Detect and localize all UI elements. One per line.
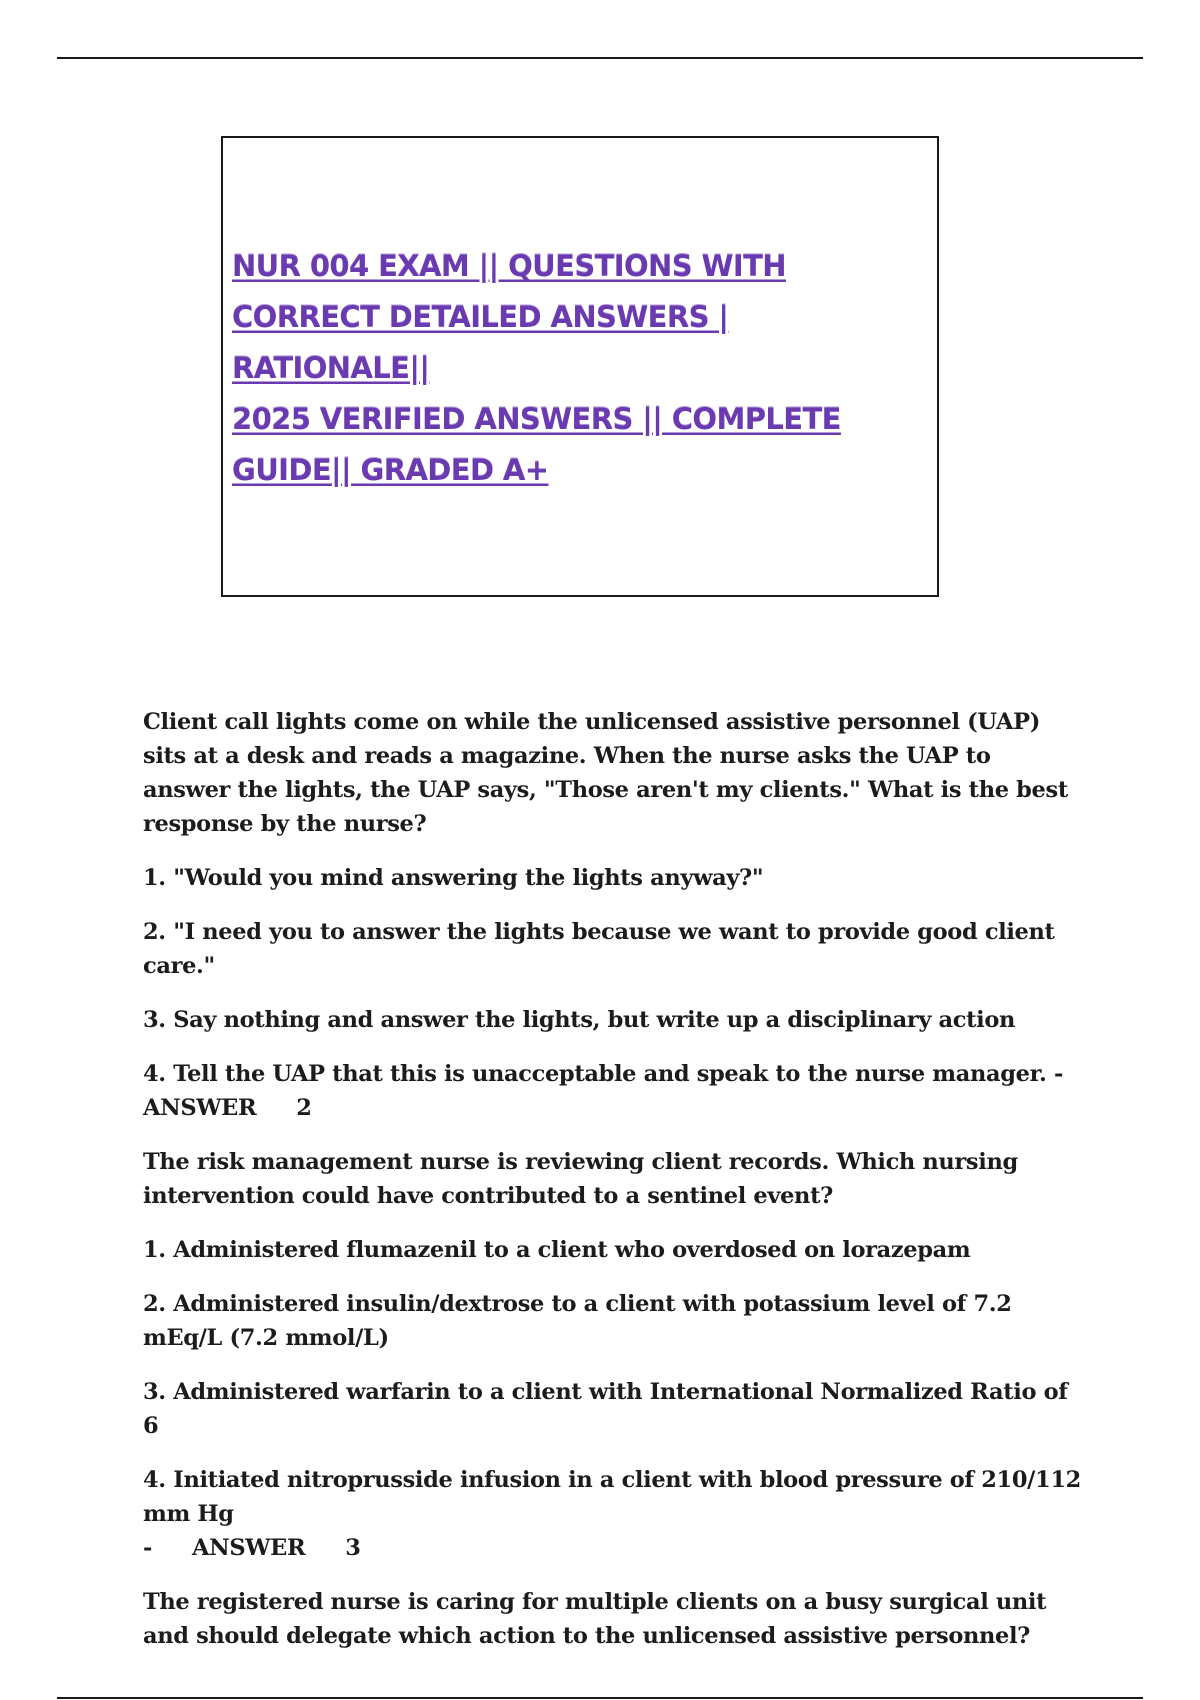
question-option: 2. Administered insulin/dextrose to a client with potassium level of 7.2 mEq/L (7.2 mmol/L) <box>143 1291 1012 1351</box>
answer-label: ANSWER <box>143 1095 257 1121</box>
question-option: 2. "I need you to answer the lights because we want to provide good client care." <box>143 919 1055 979</box>
question-stem: The registered nurse is caring for multiple clients on a busy surgical unit and should delegate which action to the unlicensed assistive personnel? <box>143 1589 1047 1649</box>
document-body <box>143 705 1083 1673</box>
question-option: 1. "Would you mind answering the lights anyway?" <box>143 865 764 891</box>
answer-value: 3 <box>345 1535 361 1561</box>
question-stem: The risk management nurse is reviewing client records. Which nursing intervention could have contributed to a sentinel event? <box>143 1149 1018 1209</box>
question-option: 3. Say nothing and answer the lights, but write up a disciplinary action <box>143 1007 1016 1033</box>
question-option-with-answer <box>143 1463 1083 1565</box>
answer-label: ANSWER <box>192 1535 306 1561</box>
answer-value: 2 <box>296 1095 312 1121</box>
question-option-with-answer <box>143 1057 1083 1125</box>
question-stem: Client call lights come on while the unlicensed assistive personnel (UAP) sits at a desk and reads a magazine. When the nurse asks the UAP to answer the lights, the UAP says, "Those aren't my clients." What is the best response by the nurse? <box>143 709 1068 837</box>
question-option: 4. Initiated nitroprusside infusion in a client with blood pressure of 210/112 mm Hg <box>143 1467 1081 1527</box>
question-option: 3. Administered warfarin to a client with International Normalized Ratio of 6 <box>143 1379 1068 1439</box>
question-option: 1. Administered flumazenil to a client who overdosed on lorazepam <box>143 1237 971 1263</box>
header-rule <box>57 57 1143 59</box>
title-box <box>221 136 939 597</box>
answer-prefix: - <box>143 1535 152 1561</box>
document-title[interactable]: NUR 004 EXAM || QUESTIONS WITH CORRECT DETAILED ANSWERS | RATIONALE|| 2025 VERIFIED ANSWERS || COMPLETE GUIDE|| GRADED A+ <box>232 249 841 487</box>
footer-rule <box>57 1697 1143 1699</box>
question-option: 4. Tell the UAP that this is unacceptable and speak to the nurse manager. - <box>143 1061 1063 1087</box>
